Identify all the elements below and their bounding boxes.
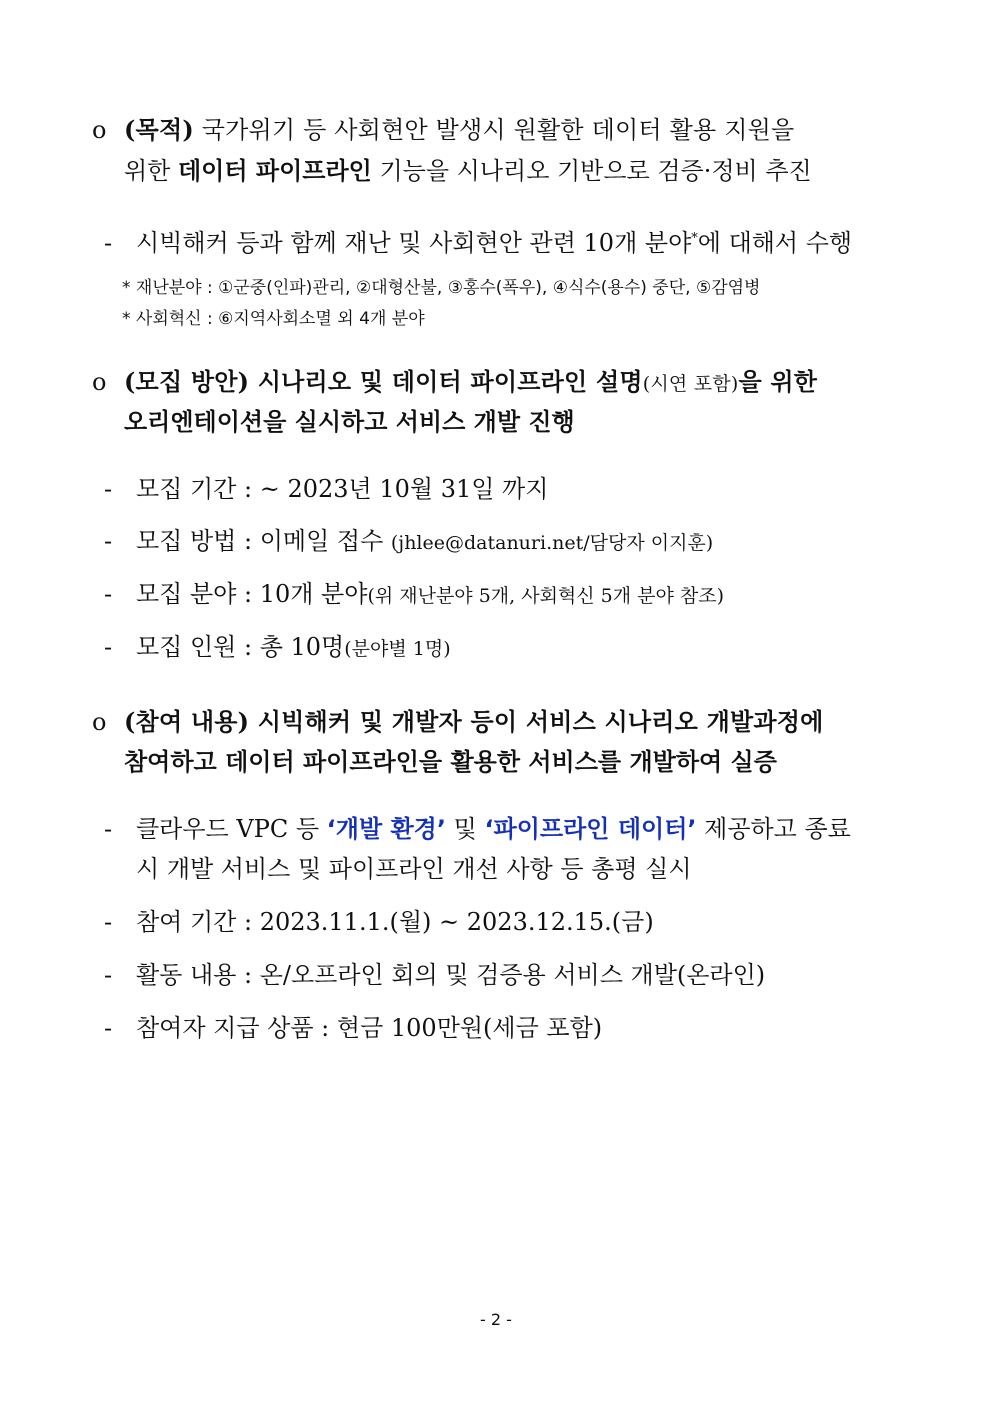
purpose-sub-item: - 시빅해커 등과 함께 재난 및 사회현안 관련 10개 분야*에 대해서 수행 — [104, 229, 853, 257]
bullet-marker: o — [92, 708, 107, 736]
recruit-headcount: - 모집 인원 : 총 10명(분야별 1명) — [104, 633, 451, 661]
contact-email: (jhlee@datanuri.net/담당자 이지훈) — [390, 532, 714, 554]
data-pipeline-emphasis: 데이터 파이프라인 — [178, 156, 372, 185]
bullet-marker: o — [92, 368, 107, 396]
participant-reward: - 참여자 지급 상품 : 현금 100만원(세금 포함) — [104, 1014, 603, 1042]
activity-content: - 활동 내용 : 온/오프라인 회의 및 검증용 서비스 개발(온라인) — [104, 961, 766, 989]
purpose-heading-line1: o (목적) 국가위기 등 사회현안 발생시 원활한 데이터 활용 지원을 — [92, 113, 794, 147]
page-number: - 2 - — [480, 1310, 512, 1329]
pipeline-data-highlight: ‘파이프라인 데이터’ — [484, 815, 697, 843]
purpose-label: (목적) — [124, 115, 194, 144]
participation-environment-cont: 시 개발 서비스 및 파이프라인 개선 사항 등 총평 실시 — [136, 855, 692, 883]
recruit-heading-line2: 오리엔테이션을 실시하고 서비스 개발 진행 — [124, 407, 575, 436]
dev-environment-highlight: ‘개발 환경’ — [326, 815, 446, 843]
recruit-method: - 모집 방법 : 이메일 접수 (jhlee@datanuri.net/담당자 이지훈) — [104, 527, 714, 555]
bullet-marker: o — [92, 116, 107, 144]
disaster-fields-note: * 재난분야 : ①군중(인파)관리, ②대형산불, ③홍수(폭우), ④식수(용수) 중단, ⑤감염병 — [122, 278, 761, 298]
recruit-fields: - 모집 분야 : 10개 분야(위 재난분야 5개, 사회혁신 5개 분야 참조) — [104, 580, 725, 608]
participation-heading-line1: o (참여 내용) 시빅해커 및 개발자 등이 서비스 시나리오 개발과정에 — [92, 705, 824, 739]
recruit-heading-line1: o (모집 방안) 시나리오 및 데이터 파이프라인 설명(시연 포함)을 위한 — [92, 365, 817, 401]
social-innovation-note: * 사회혁신 : ⑥지역사회소멸 외 4개 분야 — [122, 309, 425, 329]
participation-period: - 참여 기간 : 2023.11.1.(월) ~ 2023.12.15.(금) — [104, 908, 654, 936]
participation-environment: - 클라우드 VPC 등 ‘개발 환경’ 및 ‘파이프라인 데이터’ 제공하고 종료 — [104, 815, 851, 843]
recruit-period: - 모집 기간 : ~ 2023년 10월 31일 까지 — [104, 475, 549, 503]
purpose-heading-line2: 위한 데이터 파이프라인 기능을 시나리오 기반으로 검증·정비 추진 — [124, 156, 812, 185]
participation-heading-line2: 참여하고 데이터 파이프라인을 활용한 서비스를 개발하여 실증 — [124, 747, 777, 776]
